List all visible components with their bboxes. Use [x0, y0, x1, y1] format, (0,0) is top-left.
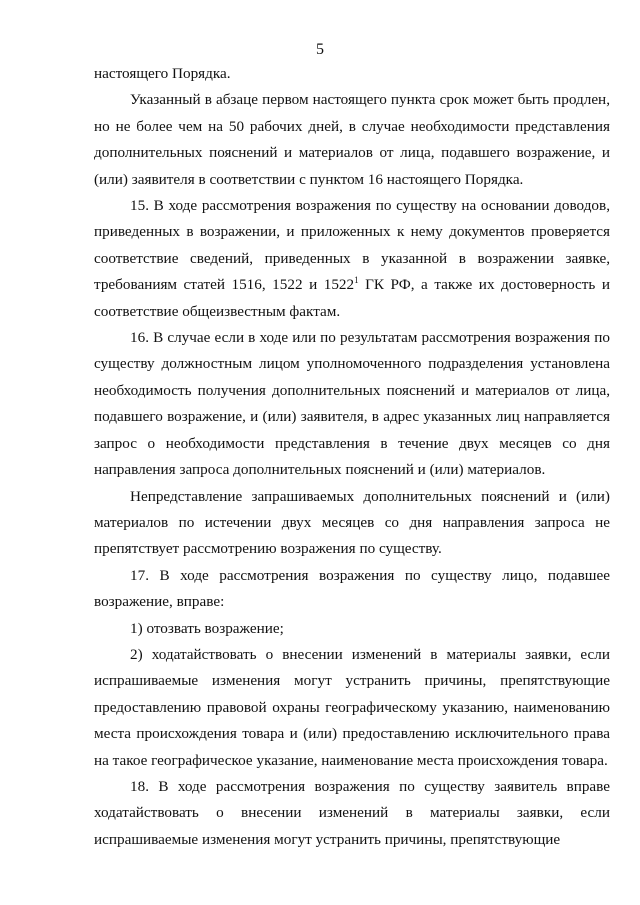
- paragraph-item-15-text-after: ГК РФ, а также их достоверность и соответствие общеизвестным фактам.: [94, 276, 610, 320]
- paragraph-item-16: 16. В случае если в ходе или по результатам рассмотрения возражения по существу должностным лицом уполномоченного подразделения установлена необходимость получения дополнительных пояснений и материалов от лица, подавшего возражение, и (или) заявителя, в адрес указанных лиц направляется запрос о необходимости представления в течение двух месяцев со дня направления запроса дополнительных пояснений и (или) материалов.: [94, 329, 610, 479]
- paragraph-item-15-text-before: 15. В ходе рассмотрения возражения по существу на основании доводов, приведенных в возражении, и приложенных к нему документов проверяется соответствие сведений, приведенных в указанной в возражении заявке, требованиям статей 1516, 1522 и 1522: [94, 197, 610, 294]
- paragraph-item-17-1: 1) отозвать возражение;: [130, 619, 284, 637]
- document-body: [94, 61, 610, 853]
- paragraph-item-18: 18. В ходе рассмотрения возражения по существу заявитель вправе ходатайствовать о внесении изменений в материалы заявки, если испрашиваемые изменения могут устранить причины, препятствующие: [94, 777, 610, 848]
- paragraph-item-15-superscript: 1: [354, 275, 359, 286]
- paragraph-continuation: настоящего Порядка.: [94, 65, 231, 82]
- paragraph-nonsubmission: Непредставление запрашиваемых дополнительных пояснений и (или) материалов по истечении двух месяцев со дня направления запроса не препятствует рассмотрению возражения по существу.: [94, 487, 610, 558]
- paragraph-item-17: 17. В ходе рассмотрения возражения по существу лицо, подавшее возражение, вправе:: [94, 566, 610, 611]
- paragraph-item-17-2: 2) ходатайствовать о внесении изменений в материалы заявки, если испрашиваемые изменения могут устранить причины, препятствующие предоставлению правовой охраны географическому указанию, наименованию места происхождения товара и (или) предоставлению исключительного права на такое географическое указание, наименование места происхождения товара.: [94, 645, 610, 769]
- page-number: 5: [316, 41, 324, 58]
- paragraph-item-15: [94, 193, 610, 325]
- paragraph-extension-term: Указанный в абзаце первом настоящего пункта срок может быть продлен, но не более чем на 50 рабочих дней, в случае необходимости представления дополнительных пояснений и материалов от лица, подавшего возражение, и (или) заявителя в соответствии с пунктом 16 настоящего Порядка.: [94, 91, 610, 188]
